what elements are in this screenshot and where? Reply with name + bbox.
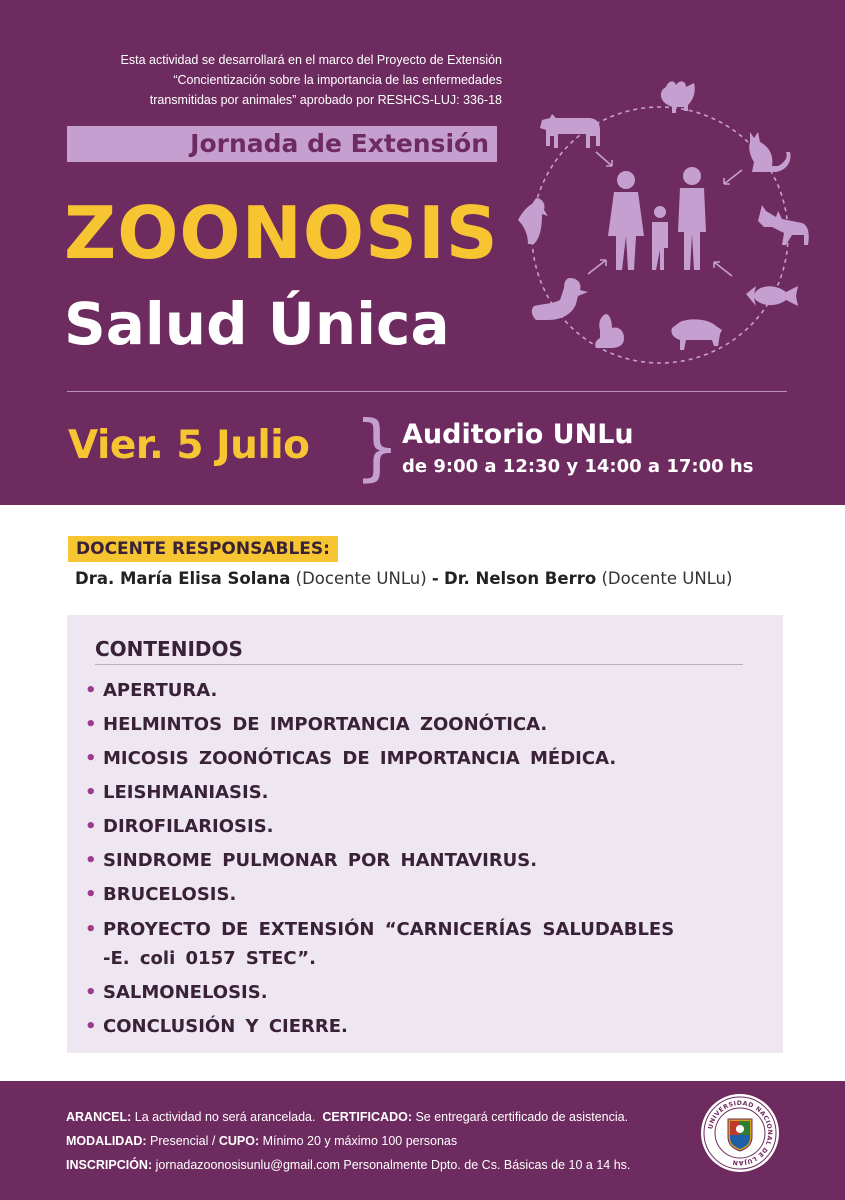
eagle-icon [518, 198, 548, 244]
family-icon [608, 167, 706, 270]
project-intro [40, 50, 502, 110]
event-date: Vier. 5 Julio [68, 423, 310, 468]
list-item [85, 881, 775, 910]
docente-name: Dr. Nelson Berro [444, 569, 597, 588]
bullet-icon: • [85, 714, 97, 735]
docente-role: (Docente UNLu) [601, 569, 733, 588]
cupo-text: Mínimo 20 y máximo 100 personas [262, 1134, 458, 1148]
list-item-text: CONCLUSIÓN Y CIERRE. [103, 1015, 348, 1037]
intro-line: “Concientización sobre la importancia de las enfermedades [173, 73, 502, 87]
brace-icon: } [354, 405, 400, 489]
docente-name: Dra. María Elisa Solana [75, 569, 291, 588]
bullet-icon: • [85, 816, 97, 837]
list-item-text: SALMONELOSIS. [103, 981, 268, 1003]
cat-icon [749, 132, 790, 172]
bullet-icon: • [85, 680, 97, 701]
bullet-icon: • [85, 782, 97, 803]
list-item-text: HELMINTOS DE IMPORTANCIA ZOONÓTICA. [103, 714, 548, 735]
list-item [85, 915, 775, 973]
list-item-text: BRUCELOSIS. [103, 884, 237, 905]
modalidad-text: Presencial / [150, 1134, 216, 1148]
bullet-icon: • [85, 981, 97, 1003]
inscripcion-label: INSCRIPCIÓN: [66, 1158, 153, 1172]
contents-title: CONTENIDOS [95, 637, 243, 661]
list-item [85, 847, 775, 876]
modalidad-label: MODALIDAD: [66, 1134, 147, 1148]
docentes-names [75, 568, 732, 590]
seal-text: UNIVERSIDAD NACIONAL DE LUJAN [707, 1099, 774, 1167]
contents-divider [95, 664, 743, 665]
event-title: ZOONOSIS [64, 191, 499, 275]
list-item [85, 979, 775, 1008]
list-item-text: PROYECTO DE EXTENSIÓN “CARNICERÍAS SALUDABLES [103, 919, 675, 940]
cow-icon [540, 114, 600, 148]
jornada-label: Jornada de Extensión [190, 129, 489, 158]
list-item-text: DIROFILARIOSIS. [103, 816, 274, 837]
list-item [85, 677, 775, 706]
list-item [85, 1013, 775, 1042]
list-item-text: MICOSIS ZOONÓTICAS DE IMPORTANCIA MÉDICA. [103, 748, 617, 769]
footer-line [66, 1105, 630, 1129]
jornada-banner [67, 126, 497, 162]
event-venue: Auditorio UNLu [402, 419, 634, 450]
list-item-text: LEISHMANIASIS. [103, 782, 269, 803]
certificado-text: Se entregará certificado de asistencia. [415, 1110, 629, 1124]
footer-info [66, 1105, 630, 1177]
list-item [85, 813, 775, 842]
footer-line [66, 1129, 630, 1153]
intro-line: Esta actividad se desarrollará en el marco del Proyecto de Extensión [120, 53, 502, 67]
footer-line [66, 1153, 630, 1177]
list-item [85, 779, 775, 808]
list-item-text: SINDROME PULMONAR POR HANTAVIRUS. [103, 850, 538, 871]
event-subtitle: Salud Única [64, 290, 450, 358]
list-item [85, 711, 775, 740]
inscripcion-text: jornadazoonosisunlu@gmail.com Personalmente Dpto. de Cs. Básicas de 10 a 14 hs. [155, 1158, 631, 1172]
footer-panel [0, 1081, 845, 1200]
arancel-label: ARANCEL: [66, 1110, 132, 1124]
docentes-label: DOCENTE RESPONSABLES: [68, 536, 338, 562]
header-divider [67, 391, 787, 392]
arancel-text: La actividad no será arancelada. [134, 1110, 316, 1124]
one-health-illustration [510, 70, 820, 370]
intro-line: transmitidas por animales” aprobado por RESHCS-LUJ: 336-18 [149, 93, 502, 107]
docente-separator: - [431, 569, 439, 588]
bullet-icon: • [85, 884, 97, 905]
list-item [85, 745, 775, 774]
contents-panel [67, 615, 783, 1053]
duck-icon [532, 278, 588, 320]
fish-icon [746, 286, 798, 306]
list-item-text: APERTURA. [103, 680, 218, 701]
event-hours: de 9:00 a 12:30 y 14:00 a 17:00 hs [402, 456, 754, 477]
certificado-label: CERTIFICADO: [322, 1110, 412, 1124]
dog-icon [758, 205, 809, 245]
header-panel [0, 0, 845, 505]
list-item-text: -E. coli 0157 STEC”. [103, 948, 316, 969]
rabbit-icon [595, 314, 624, 348]
rooster-icon [661, 81, 695, 113]
university-seal-icon [700, 1093, 780, 1173]
bullet-icon: • [85, 1015, 97, 1037]
contents-list [85, 677, 775, 1047]
cupo-label: CUPO: [218, 1134, 260, 1148]
pig-icon [671, 319, 722, 350]
bullet-icon: • [85, 748, 97, 769]
bullet-icon: • [85, 850, 97, 871]
docente-role: (Docente UNLu) [295, 569, 427, 588]
bullet-icon: • [85, 919, 97, 940]
